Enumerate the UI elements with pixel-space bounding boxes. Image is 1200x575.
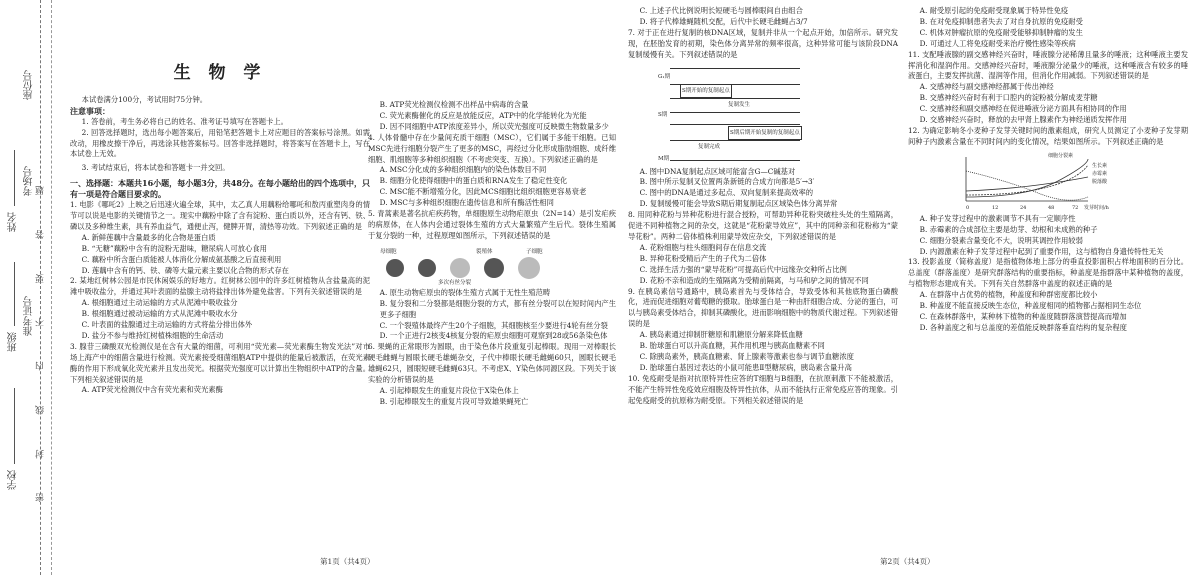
question-2-option-d: D. 盐分不参与维持红树植株细胞的生命活动	[81, 330, 224, 340]
question-13-option-d: D. 各种盖度之和与总盖度的差值能反映群落垂直结构的复杂程度	[919, 322, 1127, 332]
question-4-stem: 4. 人体骨髓中存在少量间充质干细胞（MSC），它们属于多能干细胞。已知MSC先进行细胞分裂产生了更多的MSC，再经过分化形成脂肪细胞、成纤维细胞、肌细胞等多种组织细胞（不考虑突变、互换）。下列叙述正确的是	[368, 132, 616, 164]
question-4-option-d: D. MSC与多种组织细胞在遗传信息和所有酶活性相同	[379, 198, 554, 208]
fig7-label-m: M期	[658, 155, 670, 162]
mitosis-figure	[368, 245, 616, 285]
name-label: 姓名	[8, 212, 19, 232]
strand-line	[670, 98, 800, 99]
question-7-option-b: B. 图中所示复制叉位置两条新链的合成方向都是5′→3′	[639, 177, 815, 187]
question-10-option-b: B. 在对免疫抑制患者失去了对自身抗原的免疫耐受	[919, 16, 1083, 26]
x-tick-48: 48	[1048, 204, 1055, 211]
fig7-box-late-origin: S期后期开始复制的复制起点	[728, 126, 802, 141]
notice-3: 3. 考试结束后，将本试卷和答题卡一并交回。	[81, 163, 230, 173]
notice-1: 1. 答卷前，考生务必将自己的姓名、准考证号填写在答题卡上。	[81, 116, 288, 126]
dna-replication-figure	[658, 64, 808, 164]
schizont-shape	[484, 258, 504, 278]
question-12-option-c: C. 细胞分裂素含量变化不大，说明其调控作用较弱	[919, 235, 1083, 245]
question-8-option-b: B. 异种花粉受精后产生的子代为二倍体	[639, 253, 767, 263]
question-9-option-d: D. 胎球蛋白基因过表达的小鼠可能患Ⅱ型糖尿病，胰岛素含量升高	[639, 362, 852, 372]
question-1-option-b: B. “无糖”藕粉中含有的淀粉无甜味，糖尿病人可放心食用	[81, 243, 267, 253]
question-4-option-b: B. 细胞分化使得细胞中的蛋白质和RNA发生了稳定性变化	[379, 176, 568, 186]
legend-cytokinin: 细胞分裂素	[1048, 152, 1074, 159]
question-4-option-c: C. MSC能不断增殖分化，因此MCS细胞比组织细胞更容易衰老	[379, 187, 587, 197]
intro-text: 本试卷满分100分，考试用时75分钟。	[81, 94, 208, 104]
question-1-option-d: D. 莲藕中含有的钙、铁、磷等大量元素主要以化合物的形式存在	[81, 265, 289, 275]
school-fill-line	[14, 388, 15, 464]
question-3-option-d: D. 因不同细胞中ATP浓度差异小，所以荧光强度可反映微生物数量多少	[379, 121, 609, 131]
curve-gibberellin	[966, 159, 1088, 197]
question-1-option-a: A. 新鲜莲藕中含量最多的化合物是蛋白质	[81, 232, 216, 242]
name-fill-line	[14, 150, 15, 206]
question-13-option-a: A. 在群落中占优势的植物，种盖度和种群密度都比较小	[919, 290, 1098, 300]
question-13-option-b: B. 种盖度不能直接反映生态位，种盖度相同的植物都占据相同生态位	[919, 301, 1142, 311]
x-tick-72: 72	[1072, 204, 1079, 211]
curve-aba	[966, 171, 1088, 200]
fig5-label-daughter: 子细胞	[526, 248, 543, 255]
class-fill-line	[14, 262, 15, 326]
hormone-chart-figure	[948, 151, 1118, 211]
school-label: 学校	[8, 470, 19, 490]
question-5-option-b: B. 复分裂和二分裂都是细胞分裂的方式，都有丝分裂可以在短时间内产生更多子细胞	[379, 298, 616, 319]
question-6-stem: 6. 果蝇的正常眼形为圆眼，由于染色体片段重复引起棒眼。现用一对棒眼长硬毛雌蝇与圆眼长硬毛雄蝇杂交，子代中棒眼长硬毛雌蝇60只，圆眼长硬毛雄蝇62只，圆眼短硬毛雌蝇63只。不考虑X、Y染色体同源区段。下列关于该实验的分析错误的是	[368, 342, 616, 385]
binding-margin	[0, 0, 52, 575]
question-8-option-c: C. 选择生活力强的“蒙导花粉”可提高后代中远缘杂交种所占比例	[639, 264, 847, 274]
question-10-option-d: D. 可通过人工将免疫耐受来治疗慢性感染等疾病	[919, 38, 1076, 48]
question-13-option-c: C. 在森林群落中，某种林下植物的种盖度随群落演替提高而增加	[919, 311, 1127, 321]
question-2-option-b: B. 根细胞通过被动运输的方式从泥滩中吸收水分	[81, 309, 238, 319]
strand-line	[670, 140, 800, 141]
fig5-label-mitosis: 多次有丝分裂	[438, 279, 472, 286]
question-2-stem: 2. 某地红树林公园是市民休闲娱乐的好地方。红树林公园中的许多红树植物从含盐量高的泥滩中吸收盐分，并通过其叶表面的盐腺主动将盐排出体外避免盐害。下列有关叙述错误的是	[70, 276, 370, 297]
x-axis-label: 发芽时间/h	[1084, 204, 1109, 211]
section-heading: 一、选择题：本题共16小题，每小题3分，共48分。在每小题给出的四个选项中，只有一项是符合题目要求的。	[70, 178, 370, 200]
question-6-option-d: D. 将子代棒雄蝇随机交配，后代中长硬毛雌蝇占3/7	[639, 16, 808, 26]
question-6-option-c: C. 上述子代比例说明长短硬毛与圆棒眼间自由组合	[639, 6, 803, 15]
question-2-option-c: C. 叶表面的盐腺通过主动运输的方式将盐分排出体外	[81, 320, 253, 330]
seat-no-label: 考场号	[24, 166, 35, 196]
page-footer-2: 第2页（共4页）	[880, 557, 935, 566]
column-3	[628, 6, 898, 406]
question-3-stem: 3. 腺苷三磷酸双光检测仪是在含有大量的细菌，可利用“荧光素—荧光素酶生物发光法”对市场上海产中的细菌含量进行检测。荧光素接受细菌细胞ATP中提供的能量后被激活，在荧光素酶的作用下形成氧化荧光素并且发出荧光。根据荧光强度可以计算出生物组织中ATP的含量。下列相关叙述错误的是	[70, 341, 370, 384]
question-8-stem: 8. 用同种花粉与异种花粉进行混合授粉，可帮助异种花粉突破柱头处的生殖隔离，促进不同种植物之间的杂交，这就是“花粉蒙导效应”，其中的同种亲和花粉称为“蒙导花粉”。两种二倍体植株利用蒙导效应杂交，下列叙述错误的是	[628, 210, 898, 241]
question-1-option-c: C. 藕粉中所含蛋白质能被人体消化分解成氨基酸之后直接利用	[81, 254, 282, 264]
question-12-option-a: A. 种子发芽过程中的激素调节不具有一定顺序性	[919, 213, 1076, 223]
question-9-option-b: B. 胎球蛋白可以升高血糖，其作用机理与胰高血糖素不同	[639, 341, 825, 351]
exam-title: 生 物 学	[173, 63, 267, 83]
question-7-stem: 7. 对于正在进行复制的核DNA区域，复制并非从一个起点开始，加倍所示。研究发现，在胚胎发育的初期，染色体分离异常的频率很高，这种异常可能与该阶段DNA复制缓慢有关。下列叙述错误的是	[628, 27, 898, 59]
question-12-option-b: B. 赤霉素的合成部位主要是幼芽、幼根和未成熟的种子	[919, 224, 1098, 234]
strand-line	[670, 68, 800, 69]
question-10-option-c: C. 机体对肿瘤抗原的免疫耐受能够抑制肿瘤的发生	[919, 27, 1083, 37]
question-6-option-b: B. 引起棒眼发生的重复片段可导致雄果蝇死亡	[379, 396, 529, 406]
question-9-stem: 9. 在胰岛素信号通路中，胰岛素首先与受体结合，导致受体和其他底物蛋白磷酸化，进而促进细胞对葡萄糖的摄取。胎球蛋白是一种由肝细胞合成、分泌的蛋白，可以与胰岛素受体结合，抑制其磷酸化，进而影响细胞中的物质代谢过程。下列叙述错误的是	[628, 286, 898, 329]
x-tick-0: 0	[966, 204, 970, 211]
strand-line	[670, 160, 800, 161]
notice-2: 2. 回答选择题时，选出每小题答案后，用铅笔把答题卡上对应题目的答案标号涂黑。如需改动，用橡皮擦干净后，再选涂其他答案标号。回答非选择题时，将答案写在答题卡上，写在本试卷上无效。	[70, 127, 370, 159]
question-8-option-a: A. 花粉细胞与柱头细胞间存在信息交流	[639, 242, 767, 252]
question-1-stem: 1. 电影《哪吒2》上映之后迅速火遍全球，其中，太乙真人用藕粉给哪吒和敖丙重塑肉身的情节可以说是电影的关键情节之一。现实中藕粉中除了含有淀粉、蛋白质以外，还含有钙、铁、磷以及多种维生素，具有养血益气，通便止泻，健脾开胃，清热等功效。下列叙述正确的是	[70, 200, 370, 231]
daughter-cells-shape	[518, 257, 540, 279]
column-4	[908, 6, 1188, 334]
question-7-option-d: D. 复制缓慢可能会导致S期后期复制起点区域染色体分离异常	[639, 199, 838, 209]
column-1	[70, 26, 370, 396]
legend-gibberellin: 赤霉素	[1092, 170, 1108, 177]
class-label: 班级	[8, 332, 19, 352]
fig5-label-mother: 母细胞	[380, 248, 397, 255]
question-10-option-a: A. 耐受原引起的免疫耐受现象属于特异性免疫	[919, 6, 1069, 15]
question-3-option-b: B. ATP荧光检测仪检测不出样品中病毒的含量	[379, 100, 529, 109]
fig7-box-early-origin: S期开始的复制起点	[680, 84, 732, 99]
question-9-option-a: A. 胰岛素通过抑制肝糖原和肌糖原分解来降低血糖	[639, 330, 803, 340]
question-2-option-a: A. 根细胞通过主动运输的方式从泥滩中吸收盐分	[81, 298, 238, 308]
fig5-label-schizont: 裂殖体	[476, 248, 493, 255]
question-12-option-d: D. 内源激素在种子发芽过程中起到了重要作用，这与植物自身遗传特性无关	[919, 246, 1164, 256]
mother-cell-shape	[386, 259, 404, 277]
question-7-option-c: C. 图中的DNA是通过多起点、双向复制来提高效率的	[639, 188, 814, 198]
question-5-option-c: C. 一个裂殖体最终产生20个子细胞，其细胞核至少要进行4轮有丝分裂	[379, 320, 608, 330]
seal-text: 密 封 线 内 不 要 答 题	[36, 170, 46, 503]
fig7-label-s: S期	[658, 111, 668, 118]
legend-auxin: 生长素	[1092, 162, 1108, 169]
question-7-option-a: A. 图中DNA复制起点区域可能富含G—C碱基对	[639, 166, 796, 176]
question-12-stem: 12. 为确定影响冬小麦种子发芽关键时间的激素组成，研究人员测定了小麦种子发芽期间种子内激素含量在不同时间内的变化情况，结果如图所示。下列叙述正确的是	[908, 125, 1188, 146]
notice-title: 注意事项：	[70, 105, 110, 116]
question-11-option-d: D. 交感神经兴奋时，释放的去甲肾上腺素作为神经递质发挥作用	[919, 115, 1127, 125]
page-footer-1: 第1页（共4页）	[320, 557, 375, 566]
exam-no-label: 准考证号	[24, 296, 35, 336]
x-tick-24: 24	[1020, 204, 1027, 211]
question-8-option-d: D. 花粉不亲和造成的生殖隔离为受精前隔离，与马和驴之间的情况不同	[639, 275, 869, 285]
question-11-stem: 11. 支配唾液腺的副交感神经兴奋时，唾液腺分泌稀薄且量多的唾液；这种唾液主要发挥消化和湿润作用。交感神经兴奋时，唾液腺分泌量少的唾液，这种唾液含有较多的唾液蛋白，主要发挥抗菌、湿润等作用，但消化作用减弱。下列叙述错误的是	[908, 49, 1188, 81]
question-3-option-c: C. 荧光素酶催化的反应是放能反应，ATP中的化学能转化为光能	[379, 110, 587, 120]
strand-line	[670, 112, 800, 113]
question-10-stem: 10. 免疫耐受是指对抗原特异性应答的T细胞与B细胞，在抗原刺激下不能被激活，不能产生特异性免疫效应细胞及特异性抗体，从而不能执行正常免疫应答的现象。引起免疫耐受的抗原称为耐受原。下列相关叙述错误的是	[628, 373, 898, 405]
question-11-option-b: B. 交感神经兴奋时有利于口腔内的淀粉被分解成麦芽糖	[919, 93, 1098, 103]
question-5-option-d: D. 一个正进行2核变4核复分裂的疟原虫细胞可观察到28或56条染色体	[379, 331, 608, 341]
question-5-option-a: A. 原生动物疟原虫的裂体生殖方式属于无性生殖范畴	[379, 287, 551, 297]
desk-no-label: 座位号	[24, 70, 35, 100]
question-13-stem: 13. 投影盖度（简称盖度）是指植物体地上部分的垂直投影面积占样地面积的百分比。总盖度（群落盖度）是研究群落结构的重要指标，种盖度是指群落中某种植物的盖度，与植物形态建成有关。下列有关自然群落中盖度的叙述正确的是	[908, 257, 1188, 289]
question-9-option-c: C. 除胰岛素外，胰高血糖素、肾上腺素等激素也参与调节血糖浓度	[639, 351, 854, 361]
question-6-option-a: A. 引起棒眼发生的重复片段位于X染色体上	[379, 385, 519, 395]
column-2	[368, 100, 616, 408]
multinucleate-cell-shape	[450, 258, 470, 278]
question-3-option-a: A. ATP荧光检测仪中含有荧光素和荧光素酶	[81, 385, 223, 395]
fig7-label-g1: G₁期	[658, 73, 671, 80]
x-tick-12: 12	[992, 204, 999, 211]
question-4-option-a: A. MSC分化成的多种组织细胞内的染色体数目不同	[379, 165, 547, 175]
fig7-label-complete: 复制完成	[698, 143, 721, 150]
question-11-option-c: C. 交感神经和副交感神经在促进唾液分泌方面具有相协同的作用	[919, 104, 1127, 114]
dividing-cell-shape	[418, 259, 436, 277]
question-11-option-a: A. 交感神经与副交感神经都属于传出神经	[919, 82, 1054, 92]
legend-aba: 脱落酸	[1092, 178, 1108, 185]
strand-line	[670, 124, 800, 125]
fig7-label-replicating: 复制发生	[728, 101, 751, 108]
question-5-stem: 5. 青蒿素是著名抗疟疾药物，单细胞原生动物疟原虫（2N=14）是引发疟疾的病原体，在人体内会通过裂体生殖的方式大量繁殖产生后代。裂体生殖属于复分裂的一种，过程原理如图所示，下列叙述错误的是	[368, 209, 616, 240]
